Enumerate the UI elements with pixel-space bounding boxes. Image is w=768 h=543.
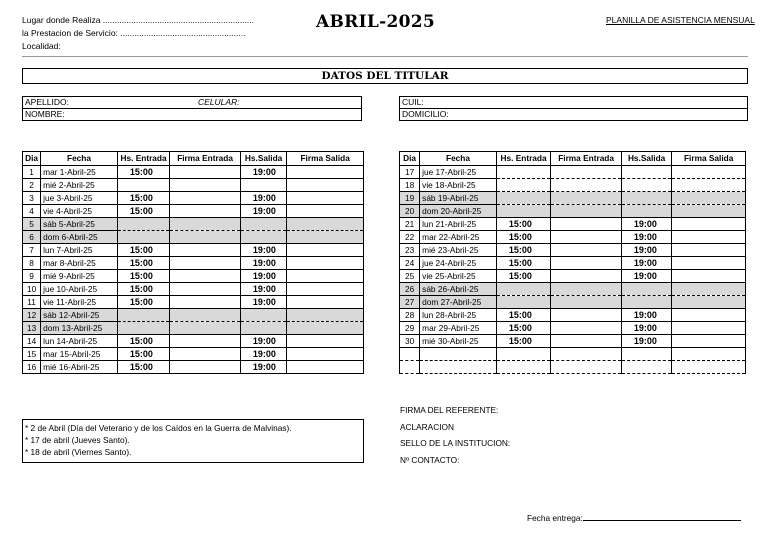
table-row — [23, 166, 364, 179]
exit-signature-cell[interactable] — [672, 205, 746, 218]
contacto-label: Nº CONTACTO: — [400, 455, 460, 465]
table-row — [400, 205, 746, 218]
note-line: * 17 de abril (Jueves Santo). — [25, 435, 130, 445]
entry-time-cell: 15:00 — [117, 335, 169, 348]
header-info — [22, 14, 254, 53]
sello-label: SELLO DE LA INSTITUCION: — [400, 438, 511, 448]
date-cell: mié 9-Abril-25 — [41, 270, 118, 283]
entry-time-cell — [117, 322, 169, 335]
entry-time-cell — [496, 192, 550, 205]
entry-signature-cell[interactable] — [551, 361, 622, 374]
entry-time-cell: 15:00 — [496, 309, 550, 322]
entry-signature-cell[interactable] — [551, 166, 622, 179]
table-header-row — [400, 152, 746, 166]
exit-signature-cell[interactable] — [287, 244, 364, 257]
column-header: Dia — [400, 152, 420, 166]
exit-time-cell: 19:00 — [621, 244, 671, 257]
exit-time-cell: 19:00 — [621, 322, 671, 335]
entry-time-cell — [496, 166, 550, 179]
date-cell: mar 15-Abril-25 — [41, 348, 118, 361]
table-row — [23, 231, 364, 244]
column-header: Hs. Entrada — [496, 152, 550, 166]
exit-time-cell: 19:00 — [240, 244, 286, 257]
date-cell: lun 28-Abril-25 — [420, 309, 497, 322]
entry-time-cell — [117, 309, 169, 322]
date-cell — [420, 348, 497, 361]
day-number-cell: 16 — [23, 361, 41, 374]
day-number-cell: 14 — [23, 335, 41, 348]
date-cell: sáb 26-Abril-25 — [420, 283, 497, 296]
exit-signature-cell[interactable] — [287, 296, 364, 309]
localidad-label: Localidad: — [22, 41, 61, 51]
attendance-table-left — [22, 151, 364, 374]
entry-time-cell: 15:00 — [496, 322, 550, 335]
exit-signature-cell[interactable] — [287, 257, 364, 270]
table-row — [400, 244, 746, 257]
entry-signature-cell[interactable] — [551, 244, 622, 257]
entry-time-cell: 15:00 — [496, 231, 550, 244]
table-row — [23, 218, 364, 231]
column-header: Hs. Entrada — [117, 152, 169, 166]
exit-signature-cell[interactable] — [672, 348, 746, 361]
entry-signature-cell[interactable] — [551, 322, 622, 335]
exit-time-cell — [240, 218, 286, 231]
date-cell: mar 8-Abril-25 — [41, 257, 118, 270]
column-header: Fecha — [420, 152, 497, 166]
table-row — [23, 309, 364, 322]
table-row — [400, 322, 746, 335]
entry-time-cell: 15:00 — [117, 244, 169, 257]
fecha-entrega-label: Fecha entrega: — [527, 513, 583, 523]
cuil-label: CUIL: — [402, 97, 424, 107]
date-cell: mié 16-Abril-25 — [41, 361, 118, 374]
column-header: Firma Entrada — [551, 152, 622, 166]
entry-time-cell — [496, 283, 550, 296]
nombre-row — [23, 108, 361, 120]
date-cell: vie 4-Abril-25 — [41, 205, 118, 218]
table-row — [23, 296, 364, 309]
exit-time-cell: 19:00 — [240, 283, 286, 296]
holiday-notes — [22, 419, 364, 463]
celular-label: CELULAR: — [198, 97, 240, 107]
day-number-cell: 11 — [23, 296, 41, 309]
table-row — [400, 335, 746, 348]
entry-signature-cell[interactable] — [551, 218, 622, 231]
day-number-cell: 13 — [23, 322, 41, 335]
entry-time-cell — [117, 179, 169, 192]
entry-signature-cell[interactable] — [170, 231, 241, 244]
table-row — [400, 283, 746, 296]
entry-time-cell: 15:00 — [117, 348, 169, 361]
day-number-cell: 26 — [400, 283, 420, 296]
apellido-label: APELLIDO: — [25, 97, 69, 107]
exit-signature-cell[interactable] — [287, 231, 364, 244]
column-header: Firma Salida — [672, 152, 746, 166]
day-number-cell: 7 — [23, 244, 41, 257]
date-cell: sáb 19-Abril-25 — [420, 192, 497, 205]
exit-signature-cell[interactable] — [672, 179, 746, 192]
table-row — [400, 309, 746, 322]
exit-time-cell: 19:00 — [621, 231, 671, 244]
table-row — [23, 192, 364, 205]
domicilio-row — [400, 108, 747, 120]
exit-time-cell: 19:00 — [240, 348, 286, 361]
entry-time-cell: 15:00 — [496, 218, 550, 231]
entry-signature-cell[interactable] — [170, 348, 241, 361]
note-line: * 2 de Abril (Día del Veterano y de los Caídos en la Guerra de Malvinas). — [25, 423, 292, 433]
exit-time-cell: 19:00 — [240, 257, 286, 270]
table-row — [23, 283, 364, 296]
entry-signature-cell[interactable] — [551, 205, 622, 218]
column-header: Hs.Salida — [240, 152, 286, 166]
exit-time-cell — [621, 361, 671, 374]
exit-signature-cell[interactable] — [287, 348, 364, 361]
date-cell: vie 18-Abril-25 — [420, 179, 497, 192]
entry-signature-cell[interactable] — [551, 270, 622, 283]
column-header: Dia — [23, 152, 41, 166]
table-row — [400, 166, 746, 179]
day-number-cell: 12 — [23, 309, 41, 322]
table-row — [23, 322, 364, 335]
day-number-cell: 24 — [400, 257, 420, 270]
entry-time-cell: 15:00 — [117, 166, 169, 179]
day-number-cell: 2 — [23, 179, 41, 192]
exit-time-cell — [240, 179, 286, 192]
entry-signature-cell[interactable] — [170, 192, 241, 205]
entry-signature-cell[interactable] — [170, 218, 241, 231]
entry-time-cell: 15:00 — [496, 244, 550, 257]
day-number-cell: 27 — [400, 296, 420, 309]
date-cell: vie 11-Abril-25 — [41, 296, 118, 309]
day-number-cell: 10 — [23, 283, 41, 296]
exit-time-cell — [621, 205, 671, 218]
exit-signature-cell[interactable] — [672, 166, 746, 179]
apellido-row — [23, 97, 361, 108]
entry-time-cell: 15:00 — [117, 361, 169, 374]
column-header: Firma Salida — [287, 152, 364, 166]
exit-signature-cell[interactable] — [672, 361, 746, 374]
entry-time-cell: 15:00 — [496, 270, 550, 283]
entry-time-cell: 15:00 — [117, 270, 169, 283]
day-number-cell: 5 — [23, 218, 41, 231]
date-cell: lun 21-Abril-25 — [420, 218, 497, 231]
day-number-cell — [400, 361, 420, 374]
entry-signature-cell[interactable] — [170, 205, 241, 218]
exit-time-cell — [240, 322, 286, 335]
exit-time-cell — [621, 166, 671, 179]
day-number-cell: 3 — [23, 192, 41, 205]
firma-referente-label: FIRMA DEL REFERENTE: — [400, 405, 499, 415]
prestacion-label: la Prestacion de Servicio: ..................................................... — [22, 28, 246, 38]
date-cell: dom 27-Abril-25 — [420, 296, 497, 309]
exit-signature-cell[interactable] — [287, 361, 364, 374]
exit-time-cell — [240, 231, 286, 244]
day-number-cell: 6 — [23, 231, 41, 244]
nombre-label: NOMBRE: — [25, 109, 65, 119]
exit-signature-cell[interactable] — [287, 270, 364, 283]
entry-signature-cell[interactable] — [170, 166, 241, 179]
entry-time-cell — [117, 218, 169, 231]
entry-signature-cell[interactable] — [551, 335, 622, 348]
entry-signature-cell[interactable] — [551, 296, 622, 309]
exit-signature-cell[interactable] — [672, 218, 746, 231]
exit-time-cell: 19:00 — [240, 335, 286, 348]
entry-signature-cell[interactable] — [551, 257, 622, 270]
table-row — [400, 296, 746, 309]
note-line: * 18 de abril (Viernes Santo). — [25, 447, 132, 457]
date-cell: jue 24-Abril-25 — [420, 257, 497, 270]
exit-signature-cell[interactable] — [672, 309, 746, 322]
date-cell: mié 2-Abril-25 — [41, 179, 118, 192]
entry-signature-cell[interactable] — [551, 309, 622, 322]
entry-signature-cell[interactable] — [170, 309, 241, 322]
exit-signature-cell[interactable] — [672, 270, 746, 283]
date-cell: sáb 12-Abril-25 — [41, 309, 118, 322]
date-cell: vie 25-Abril-25 — [420, 270, 497, 283]
date-cell: jue 3-Abril-25 — [41, 192, 118, 205]
day-number-cell: 20 — [400, 205, 420, 218]
table-row — [23, 348, 364, 361]
exit-signature-cell[interactable] — [287, 322, 364, 335]
entry-signature-cell[interactable] — [170, 322, 241, 335]
exit-signature-cell[interactable] — [672, 296, 746, 309]
entry-signature-cell[interactable] — [170, 361, 241, 374]
entry-signature-cell[interactable] — [551, 348, 622, 361]
entry-time-cell: 15:00 — [117, 257, 169, 270]
day-number-cell: 22 — [400, 231, 420, 244]
date-cell: dom 13-Abril-25 — [41, 322, 118, 335]
day-number-cell: 23 — [400, 244, 420, 257]
date-cell — [420, 361, 497, 374]
table-row — [400, 361, 746, 374]
exit-signature-cell[interactable] — [672, 257, 746, 270]
entry-time-cell — [496, 296, 550, 309]
exit-time-cell: 19:00 — [621, 218, 671, 231]
titular-left-box — [22, 96, 362, 121]
entry-time-cell: 15:00 — [117, 192, 169, 205]
entry-time-cell — [496, 348, 550, 361]
day-number-cell: 1 — [23, 166, 41, 179]
entry-signature-cell[interactable] — [170, 270, 241, 283]
entry-time-cell — [496, 205, 550, 218]
exit-time-cell: 19:00 — [621, 270, 671, 283]
table-row — [400, 218, 746, 231]
day-number-cell: 15 — [23, 348, 41, 361]
day-number-cell: 18 — [400, 179, 420, 192]
cuil-row — [400, 97, 747, 108]
exit-signature-cell[interactable] — [672, 244, 746, 257]
entry-signature-cell[interactable] — [170, 296, 241, 309]
table-row — [400, 192, 746, 205]
entry-signature-cell[interactable] — [551, 192, 622, 205]
exit-signature-cell[interactable] — [287, 192, 364, 205]
column-header: Firma Entrada — [170, 152, 241, 166]
entry-time-cell: 15:00 — [117, 283, 169, 296]
entry-time-cell: 15:00 — [117, 205, 169, 218]
lugar-label: Lugar donde Realiza ................................................................ — [22, 15, 254, 25]
exit-signature-cell[interactable] — [672, 335, 746, 348]
day-number-cell: 30 — [400, 335, 420, 348]
exit-time-cell: 19:00 — [240, 361, 286, 374]
exit-signature-cell[interactable] — [287, 179, 364, 192]
table-row — [23, 361, 364, 374]
date-cell: lun 7-Abril-25 — [41, 244, 118, 257]
domicilio-label: DOMICILIO: — [402, 109, 449, 119]
exit-signature-cell[interactable] — [287, 218, 364, 231]
entry-signature-cell[interactable] — [170, 244, 241, 257]
exit-time-cell — [621, 296, 671, 309]
exit-time-cell — [240, 309, 286, 322]
exit-signature-cell[interactable] — [287, 309, 364, 322]
date-cell: jue 17-Abril-25 — [420, 166, 497, 179]
day-number-cell: 28 — [400, 309, 420, 322]
exit-time-cell: 19:00 — [621, 257, 671, 270]
table-row — [23, 179, 364, 192]
exit-time-cell: 19:00 — [240, 270, 286, 283]
table-header-row — [23, 152, 364, 166]
day-number-cell: 25 — [400, 270, 420, 283]
header-separator — [22, 56, 748, 57]
exit-time-cell: 19:00 — [240, 205, 286, 218]
exit-signature-cell[interactable] — [287, 166, 364, 179]
exit-signature-cell[interactable] — [287, 335, 364, 348]
section-title: DATOS DEL TITULAR — [22, 68, 748, 84]
table-row — [400, 348, 746, 361]
entry-time-cell — [496, 179, 550, 192]
planilla-heading: PLANILLA DE ASISTENCIA MENSUAL — [606, 15, 755, 25]
entry-signature-cell[interactable] — [170, 179, 241, 192]
page-title: ABRIL-2025 — [316, 12, 435, 32]
exit-time-cell — [621, 283, 671, 296]
date-cell: lun 14-Abril-25 — [41, 335, 118, 348]
exit-time-cell — [621, 192, 671, 205]
entry-signature-cell[interactable] — [551, 179, 622, 192]
entry-time-cell: 15:00 — [496, 257, 550, 270]
attendance-table-right — [399, 151, 746, 374]
entry-signature-cell[interactable] — [551, 283, 622, 296]
entry-signature-cell[interactable] — [170, 335, 241, 348]
table-row — [400, 179, 746, 192]
date-cell: sáb 5-Abril-25 — [41, 218, 118, 231]
exit-time-cell — [621, 179, 671, 192]
column-header: Fecha — [41, 152, 118, 166]
day-number-cell: 8 — [23, 257, 41, 270]
entry-signature-cell[interactable] — [551, 231, 622, 244]
table-row — [400, 231, 746, 244]
date-cell: mar 22-Abril-25 — [420, 231, 497, 244]
day-number-cell: 9 — [23, 270, 41, 283]
table-row — [23, 205, 364, 218]
date-cell: mar 29-Abril-25 — [420, 322, 497, 335]
date-cell: dom 6-Abril-25 — [41, 231, 118, 244]
day-number-cell: 19 — [400, 192, 420, 205]
entry-time-cell: 15:00 — [117, 296, 169, 309]
date-cell: mar 1-Abril-25 — [41, 166, 118, 179]
date-cell: dom 20-Abril-25 — [420, 205, 497, 218]
day-number-cell: 21 — [400, 218, 420, 231]
day-number-cell: 29 — [400, 322, 420, 335]
exit-signature-cell[interactable] — [672, 231, 746, 244]
table-row — [23, 244, 364, 257]
table-row — [400, 270, 746, 283]
entry-signature-cell[interactable] — [170, 283, 241, 296]
fecha-entrega-line[interactable] — [583, 511, 741, 521]
table-row — [23, 335, 364, 348]
titular-right-box — [399, 96, 748, 121]
exit-time-cell: 19:00 — [240, 192, 286, 205]
exit-time-cell: 19:00 — [621, 309, 671, 322]
aclaracion-label: ACLARACION — [400, 422, 454, 432]
fecha-entrega — [527, 511, 741, 523]
table-row — [23, 270, 364, 283]
day-number-cell: 17 — [400, 166, 420, 179]
exit-signature-cell[interactable] — [287, 283, 364, 296]
table-row — [400, 257, 746, 270]
exit-signature-cell[interactable] — [672, 322, 746, 335]
exit-signature-cell[interactable] — [672, 283, 746, 296]
exit-time-cell: 19:00 — [240, 296, 286, 309]
entry-time-cell — [496, 361, 550, 374]
entry-time-cell: 15:00 — [496, 335, 550, 348]
date-cell: mié 23-Abril-25 — [420, 244, 497, 257]
exit-time-cell: 19:00 — [621, 335, 671, 348]
date-cell: mié 30-Abril-25 — [420, 335, 497, 348]
exit-signature-cell[interactable] — [287, 205, 364, 218]
exit-time-cell: 19:00 — [240, 166, 286, 179]
entry-signature-cell[interactable] — [170, 257, 241, 270]
date-cell: jue 10-Abril-25 — [41, 283, 118, 296]
exit-signature-cell[interactable] — [672, 192, 746, 205]
day-number-cell — [400, 348, 420, 361]
exit-time-cell — [621, 348, 671, 361]
day-number-cell: 4 — [23, 205, 41, 218]
column-header: Hs.Salida — [621, 152, 671, 166]
entry-time-cell — [117, 231, 169, 244]
table-row — [23, 257, 364, 270]
